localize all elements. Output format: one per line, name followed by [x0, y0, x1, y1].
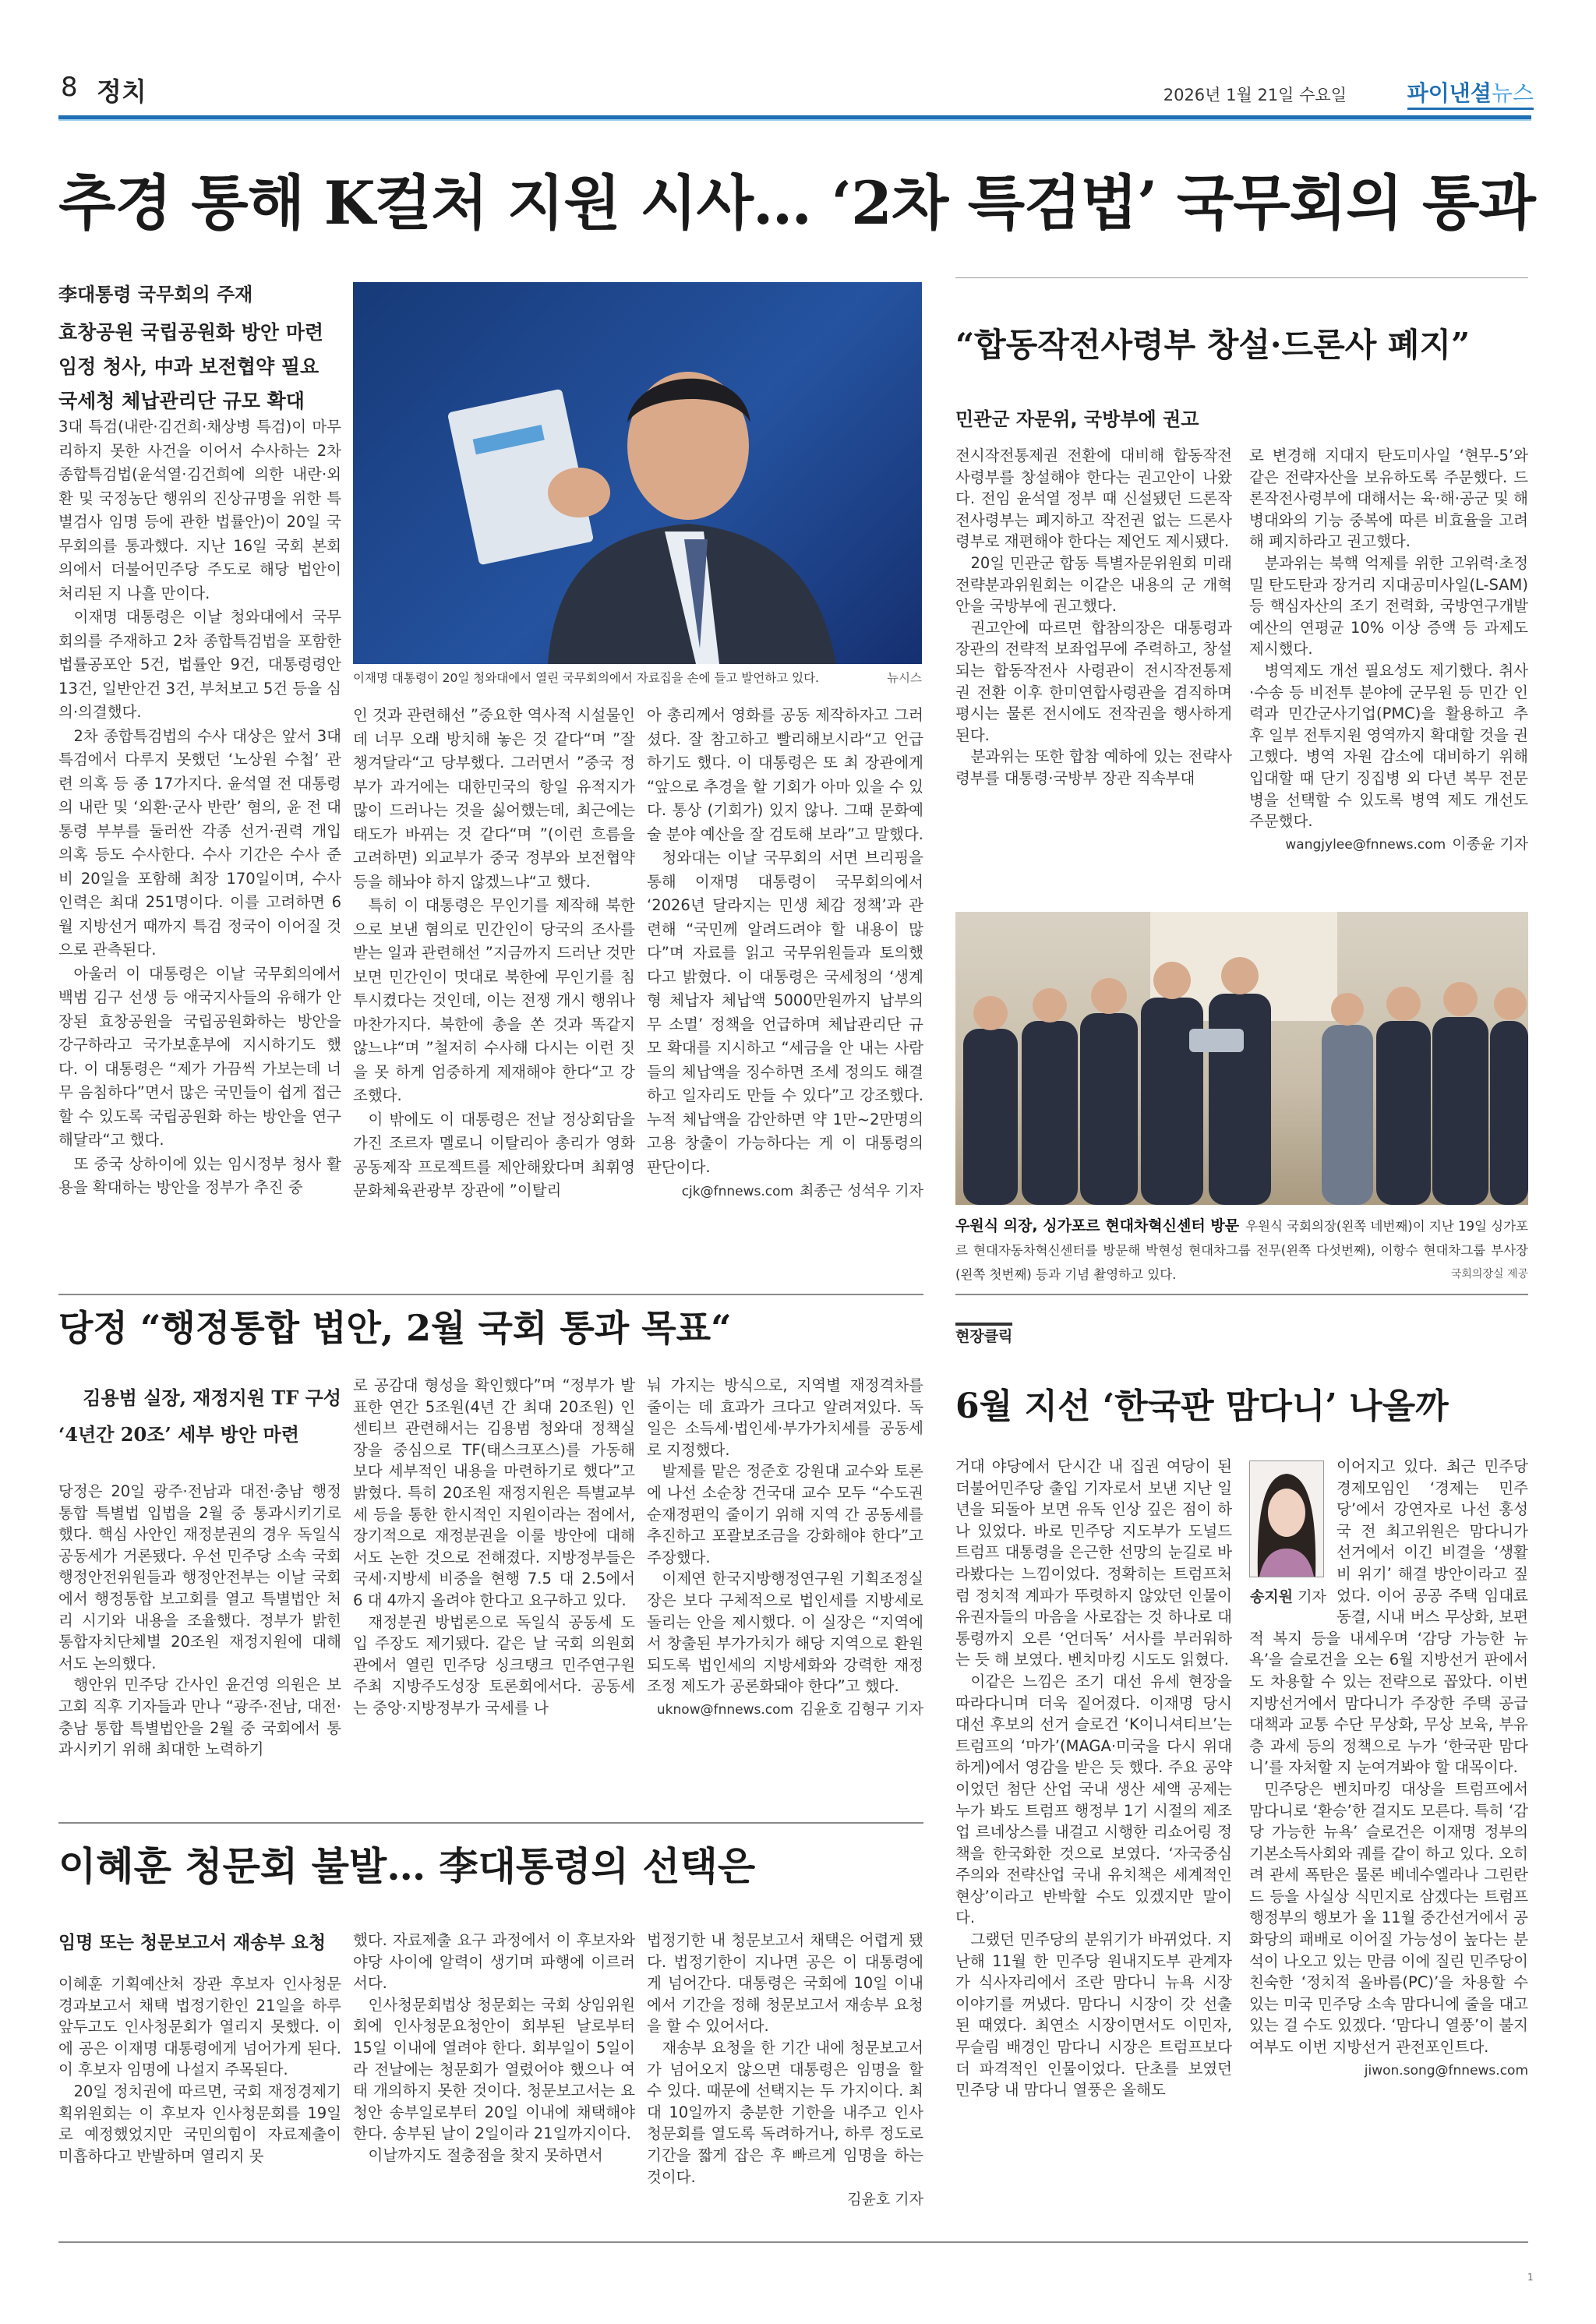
page-marker: 1 — [1527, 2272, 1534, 2283]
paragraph: 민주당은 벤치마킹 대상을 트럼프에서 맘다니로 ‘환승’한 걸지도 모른다. 특히 ‘감당 가능한 뉴욕’ 슬로건은 이재명 정부의 기본소득사회와 궤를 같이 하고 있다. 오히려 관세 폭탄은 물론 베네수엘라나 그린란드 등을 사실상 식민지로 삼겠다는 트럼프 행정부의 행보가 올 11월 중간선거에서 공화당의 패배로 이어질 가능성이 높다는 분석이 나오고 있는 만큼 이에 질린 민주당이 친숙한 ‘정치적 올바름(PC)’을 차용할 수 있는 미국 민주당 소속 맘다니에 줄을 대고 있는 걸 수도 있겠다. ‘맘다니 열풍’이 불지 여부도 이번 지방선거 관전포인트다. — [1249, 1779, 1528, 2057]
article-headline: 이혜훈 청문회 불발… 李대통령의 선택은 — [58, 1843, 756, 1889]
logo-sub: 뉴스 — [1491, 80, 1534, 106]
article-column — [647, 1930, 923, 2211]
paragraph: 법정기한 내 청문보고서 채택은 어렵게 됐다. 법정기한이 지나면 공은 이 대통령에게 넘어간다. 대통령은 국회에 10일 이내에서 기간을 정해 청문보고서 재송부 요청을 할 수 있어서다. — [647, 1931, 923, 2036]
subhead-line: 임정 청사, 中과 보전협약 필요 — [58, 355, 320, 378]
paragraph: 이날까지도 절충점을 찾지 못하면서 — [368, 2146, 603, 2164]
paragraph: 이재명 대통령은 이날 청와대에서 국무회의를 주재하고 2차 종합특검법을 포함한 법률공포안 5건, 법률안 9건, 대통령령안 13건, 일반안건 3건, 부처보고 5건 등을 심의·의결했다. — [58, 608, 341, 721]
paragraph: 청와대는 이날 국무회의 서면 브리핑을 통해 이재명 대통령이 국무회의에서 ‘2026년 달라지는 민생 체감 정책’과 관련해 “국민께 알려드려야 할 내용이 많다”며 자료를 읽고 국무위원들과 토의했다고 밝혔다. 이 대통령은 국세청의 ‘생계형 체납자 체납액 5000만원까지 납부의무 소멸’ 정책을 언급하며 체납관리단 규모 확대를 지시하고 “세금을 안 내는 사람들의 체납액을 징수하면 조세 정의도 해결하고 일자리도 만들 수 있다”고 강조했다. 누적 체납액을 감안하면 약 1만~2만명의 고용 창출이 가능하다는 게 이 대통령의 판단이다. — [647, 849, 923, 1176]
byline-email[interactable]: wangjylee@fnnews.com — [1285, 836, 1446, 853]
paragraph: 인사청문회법상 청문회는 국회 상임위원회에 인사청문요청안이 회부된 날로부터 15일 이내에 열려야 한다. 회부일이 5일이라 전날에는 청문회가 열렸어야 했으나 여태 개의하지 못한 것이다. 청문보고서는 요청안 송부일로부터 20일 이내에 채택해야 한다. 송부된 날이 2일이라 21일까지이다. — [353, 1995, 635, 2143]
article-column — [58, 415, 341, 1200]
photo-credit: 국회의장실 제공 — [1450, 1268, 1528, 1280]
paragraph: 이어지고 있다. 최근 민주당 경제모임인 ‘경제는 민주당’에서 강연자로 나선 홍성국 전 최고위원은 맘다니가 선거에서 이긴 비결을 ‘생활비 위기’ 해결 방안이라고 짚었다. 이어 공공 주택 임대료 동결, 시내 버스 무상화, 보편적 복지 등을 내세우며 ‘감당 가능한 뉴욕’을 슬로건을 오는 6월 지방선거 판에서도 차용할 수 있는 전략으로 꼽았다. 이번 지방선거에서 맘다니가 주장한 주택 공급 대책과 교통 수단 무상화, 무상 보육, 부유층 과세 등의 정책으로 누가 ‘한국판 맘다니’를 자처할 지 눈여겨봐야 할 대목이다. — [1249, 1457, 1528, 1777]
byline — [647, 1179, 923, 1203]
byline — [647, 1697, 923, 1722]
caption-title: 우원식 의장, 싱가포르 현대차혁신센터 방문 — [955, 1217, 1240, 1234]
article-column — [353, 1375, 635, 1719]
paragraph: 특히 이 대통령은 무인기를 제작해 북한으로 보낸 혐의로 민간인이 당국의 조사를 받는 일과 관련해선 ”지금까지 드러난 것만 보면 민간인이 멋대로 북한에 무인기를 침투시켰다는 것인데, 이는 전쟁 개시 행위나 마찬가지다. 북한에 총을 쏜 것과 똑같지 않느냐“며 ”철저히 수사해 다시는 이런 짓을 못 하게 엄중하게 제재해야 한다“고 강조했다. — [353, 896, 635, 1104]
paragraph: 했다. 자료제출 요구 과정에서 이 후보자와 야당 사이에 알력이 생기며 파행에 이르러서다. — [353, 1931, 635, 1993]
article-column — [58, 1973, 341, 2167]
paragraph: 로 변경해 지대지 탄도미사일 ‘현무-5’와 같은 전략자산을 보유하도록 주문했다. 드론작전사령부에 대해서는 육·해·공군 및 해병대와의 기능 중복에 따른 비효율을 고려해 폐지하라고 권고했다. — [1249, 447, 1528, 551]
byline — [1249, 2058, 1528, 2082]
paragraph: 3대 특검(내란·김건희·채상병 특검)이 마무리하지 못한 사건을 이어서 수사하는 2차 종합특검법(윤석열·김건희에 의한 내란·외환 및 국정농단 행위의 진상규명을 위한 특별검사 임명 등에 관한 법률안)이 20일 국무회의를 통과했다. 지난 16일 국회 본회의에서 더불어민주당 주도로 해당 법안이 처리된 지 나흘 만이다. — [58, 418, 341, 602]
column-label-text: 현장클릭 — [955, 1323, 1012, 1345]
article-subhead: 임명 또는 청문보고서 재송부 요청 — [58, 1933, 327, 1953]
group-photo-image — [955, 912, 1528, 1205]
paragraph: 전시작전통제권 전환에 대비해 합동작전사령부를 창설해야 한다는 권고안이 나왔다. 전임 윤석열 정부 때 신설됐던 드론작전사령부는 폐지하고 작전권 없는 드론사령부로 재편해야 한다는 제언도 제시됐다. — [955, 447, 1232, 551]
paragraph: 로 공감대 형성을 확인했다”며 “정부가 발표한 연간 5조원(4년 간 최대 20조원) 인센티브 관련해서는 김용범 청와대 정책실장을 중심으로 TF(태스크포스)를 가동해 보다 세부적인 내용을 마련하기로 했다”고 밝혔다. 특히 20조원 재정지원은 특별교부세 등을 통한 한시적인 지원이라는 점에서, 장기적으로 재정분권을 이룰 방안에 대해서도 논한 것으로 전해졌다. 지방정부들은 국세·지방세 비중을 현행 7.5 대 2.5에서 6 대 4까지 올려야 한다고 요구하고 있다. — [353, 1376, 635, 1609]
section-divider — [955, 1294, 1528, 1295]
paragraph: 또 중국 상하이에 있는 임시정부 청사 활용을 확대하는 방안을 정부가 추진 중 — [58, 1154, 341, 1196]
column-label — [955, 1325, 1012, 1346]
article-column — [647, 704, 923, 1203]
article-column — [1249, 1456, 1528, 2082]
paragraph: 이 밖에도 이 대통령은 전날 정상회담을 가진 조르자 멜로니 이탈리아 총리가 영화 공동제작 프로젝트를 제안해왔다며 최휘영 문화체육관광부 장관에 ”이탈리 — [353, 1110, 635, 1199]
section-divider — [58, 1294, 923, 1295]
president-photo-image — [353, 282, 922, 664]
article-column — [1249, 445, 1528, 856]
photo2-caption — [955, 1214, 1528, 1287]
article-subhead: 민관군 자문위, 국방부에 권고 — [955, 408, 1199, 430]
paragraph: 분과위는 또한 합참 예하에 있는 전략사령부를 대통령·국방부 장관 직속부대 — [955, 747, 1232, 787]
reporter-photo — [1249, 1460, 1324, 1577]
article-headline: 6월 지선 ‘한국판 맘다니’ 나올까 — [955, 1386, 1449, 1426]
article-column — [353, 704, 635, 1203]
paragraph: 그랬던 민주당의 분위기가 바뀌었다. 지난해 11월 한 민주당 원내지도부 관계자가 식사자리에서 조란 맘다니 뉴욕 시장 이야기를 꺼냈다. 맘다니 시장이 갓 선출된 때였다. 최연소 시장이면서도 이민자, 무슬림 배경인 맘다니 시장은 트럼프보다 더 파격적인 인물이었다. 단초를 보였던 민주당 내 맘다니 열풍은 올해도 — [955, 1930, 1232, 2100]
reporter-portrait-image — [1250, 1461, 1323, 1577]
byline-names: 김윤호 기자 — [847, 2191, 923, 2209]
paragraph: 발제를 맡은 정준호 강원대 교수와 토론에 나선 소순창 건국대 교수 모두 “수도권 순재정편익 줄이기 위해 지역 간 공동세를 추진하고 포괄보조금을 강화해야 한다”고 주장했다. — [647, 1462, 923, 1566]
paragraph: 아울러 이 대통령은 이날 국무회의에서 백범 김구 선생 등 애국지사들의 유해가 안장된 효창공원을 국립공원화하는 방안을 강구하라고 국가보훈부에 지시하기도 했다. 이 대통령은 “제가 가끔씩 가보는데 너무 음침하다”면서 많은 국민들이 쉽게 접근할 수 있도록 국립공원화 하는 방안을 연구해달라“고 했다. — [58, 964, 341, 1149]
paragraph: 권고안에 따르면 합참의장은 대통령과 장관의 전략적 보좌업무에 주력하고, 창설되는 합동작전사 사령관이 전시작전통제권 전환 이후 한미연합사령관을 겸직하며 평시는 물론 전시에도 전작권을 행사하게 된다. — [955, 618, 1232, 744]
issue-date: 2026년 1월 21일 수요일 — [1163, 86, 1347, 104]
paragraph: 재정분권 방법론으로 독일식 공동세 도입 주장도 제기됐다. 같은 날 국회 의원회관에서 열린 민주당 싱크탱크 민주연구원 주최 지방주도성장 토론회에서다. 공동세는 중앙·지방정부가 국세를 나 — [353, 1612, 635, 1717]
byline — [1249, 832, 1528, 856]
newspaper-logo — [1407, 76, 1534, 110]
byline-names: 김윤호 김형구 기자 — [800, 1700, 923, 1718]
subhead-line: 국세청 체납관리단 규모 확대 — [58, 390, 305, 412]
page-number: 8 — [61, 72, 78, 103]
paragraph: 행안위 민주당 간사인 윤건영 의원은 보고회 직후 기자들과 만나 “광주·전남, 대전·충남 통합 특별법안을 2월 중 국회에서 통과시키기 위해 최대한 노력하기 — [58, 1676, 341, 1759]
caption-text: 이재명 대통령이 20일 청와대에서 열린 국무회의에서 자료집을 손에 들고 발언하고 있다. — [353, 671, 819, 685]
page-header — [61, 72, 1534, 111]
paragraph: 인 것과 관련해선 ”중요한 역사적 시설물인데 너무 오래 방치해 놓은 것 같다“며 ”잘 챙겨달라“고 당부했다. 그러면서 ”중국 정부가 과거에는 대한민국의 항일 유적지가 많이 드러나는 것을 싫어했는데, 최근에는 태도가 바뀌는 것 같다“며 ”(이런 흐름을 고려하면) 외교부가 중국 정부와 보전협약 등을 해놔야 하지 않겠느냐“고 했다. — [353, 706, 635, 891]
paragraph: 눠 가지는 방식으로, 지역별 재정격차를 줄이는 데 효과가 크다고 알려져있다. 독일은 소득세·법인세·부가가치세를 공동세로 지정했다. — [647, 1376, 923, 1459]
section-name: 정치 — [97, 76, 147, 107]
paragraph: 분과위는 북핵 억제를 위한 고위력·초정밀 탄도탄과 장거리 지대공미사일(L-SAM) 등 핵심자산의 조기 전력화, 국방연구개발 예산의 연평균 10% 이상 증액 등 과제도 제시했다. — [1249, 553, 1528, 659]
photo-credit: 뉴시스 — [887, 671, 922, 685]
subhead-line: 효창공원 국립공원화 방안 마련 — [58, 321, 324, 344]
paragraph: 재송부 요청을 한 기간 내에 청문보고서가 넘어오지 않으면 대통령은 임명을 할 수 있다. 때문에 선택지는 두 가지이다. 최대 10일까지 충분한 기한을 내주고 인사청문회를 열도록 독려하거나, 하루 정도로 기간을 짧게 잡은 후 빠르게 임명을 하는 것이다. — [647, 2038, 923, 2186]
paragraph: 이제연 한국지방행정연구원 기획조정실장은 보다 구체적으로 법인세를 지방세로 돌리는 안을 제시했다. 이 실장은 “지역에서 창출된 부가가치가 해당 지역으로 환원되도록 법인세의 지방세화와 강력한 재정 조정 제도가 공론화돼야 한다”고 했다. — [647, 1570, 923, 1696]
article-subheads — [58, 316, 341, 419]
paragraph: 이같은 느낌은 조기 대선 유세 현장을 따라다니며 더욱 짙어졌다. 이재명 당시 대선 후보의 선거 슬로건 ‘K이니셔티브’는 트럼프의 ‘마가’(MAGA·미국을 다시 위대하게)에서 영감을 받은 듯 했다. 주요 공약이었던 첨단 산업 국내 생산 세액 공제는 누가 봐도 트럼프 행정부 1기 시절의 제조업 르네상스를 내걸고 시행한 리쇼어링 정책을 한국화한 것으로 보였다. ‘자국중심주의와 전략산업 국내 유치책은 세계적인 현상’이라고 반박할 수도 있겠지만 말이다. — [955, 1672, 1232, 1927]
byline-names: 최종근 성석우 기자 — [800, 1182, 923, 1199]
article-column — [647, 1375, 923, 1722]
byline-names: 이종윤 기자 — [1452, 835, 1528, 853]
paragraph: 아 총리께서 영화를 공동 제작하자고 그러셨다. 잘 참고하고 빨리해보시라“고 언급하기도 했다. 이 대통령은 또 최 장관에게 “앞으로 추경을 할 기회가 아마 있을 수 있다. 통상 (기회가) 있지 않나. 그때 문화예술 분야 예산을 잘 검토해 보라”고 말했다. — [647, 706, 923, 843]
article-column — [955, 1456, 1232, 2101]
section-divider — [58, 1822, 923, 1824]
reporter-name — [1249, 1585, 1327, 1606]
article-headline: “합동작전사령부 창설·드론사 폐지” — [955, 326, 1471, 364]
photo-caption — [353, 670, 922, 686]
paragraph: 병역제도 개선 필요성도 제기했다. 취사·수송 등 비전투 분야에 군무원 등 민간 인력과 민간군사기업(PMC)을 활용하고 추후 일부 전투지원 영역까지 확대할 것을 권고했다. 병역 자원 감소에 대비하기 위해 입대할 때 단기 징집병 외 다년 복무 전문병을 선택할 수 있도록 병역 제도 개선도 주문했다. — [1249, 661, 1528, 831]
paragraph: 2차 종합특검법의 수사 대상은 앞서 3대 특검에서 다루지 못했던 ‘노상원 수첩’ 관련 의혹 등 종 17가지다. 윤석열 전 대통령의 내란 및 ‘외환·군사 반란’ 혐의, 윤 전 대통령 부부를 둘러싼 각종 선거·권력 개입 의혹 등도 수사한다. 수사 기간은 수사 준비 20일을 포함해 최장 170일이며, 수사 인력은 최대 251명이다. 이를 고려하면 6월 지방선거 때까지 특검 정국이 이어질 것으로 관측된다. — [58, 726, 341, 959]
reporter-box — [1249, 1460, 1327, 1606]
article-column — [955, 445, 1232, 789]
reporter-title: 기자 — [1298, 1588, 1326, 1605]
logo-main: 파이낸셜 — [1407, 80, 1492, 106]
header-rule — [58, 115, 1531, 121]
byline-email[interactable]: jiwon.song@fnnews.com — [1364, 2062, 1528, 2079]
president-photo — [353, 282, 922, 664]
paragraph: 당정은 20일 광주·전남과 대전·충남 행정통합 특별법 입법을 2월 중 통과시키기로 했다. 핵심 사안인 재정분권의 경우 독일식 공동세가 거론됐다. 우선 민주당 소속 국회 행정안전위원들과 행정안전부는 이날 국회에서 행정통합 보고회를 열고 특별법안 처리 시기와 내용을 조율했다. 정부가 밝힌 통합자치단체별 20조원 재정지원에 대해서도 논의했다. — [58, 1482, 341, 1672]
byline — [647, 2188, 923, 2211]
reporter-name-text: 송지원 — [1250, 1588, 1294, 1605]
paragraph: 이혜훈 기획예산처 장관 후보자 인사청문경과보고서 채택 법정기한인 21일을 하루 앞두고도 인사청문회가 열리지 못했다. 이에 공은 이재명 대통령에게 넘어가게 된다. 이 후보자 임명에 나설지 주목된다. — [58, 1975, 341, 2079]
article-subheads — [58, 1379, 341, 1453]
bottom-rule — [58, 2241, 1528, 2243]
byline-email[interactable]: uknow@fnnews.com — [656, 1701, 794, 1718]
subhead-line: 김용범 실장, 재정지원 TF 구성 — [83, 1386, 341, 1409]
article-column — [353, 1930, 635, 2167]
paragraph: 20일 정치권에 따르면, 국회 재정경제기획위원회는 이 후보자 인사청문회를 19일로 예정했었지만 국민의힘이 자료제출이 미흡하다고 반발하며 열리지 못 — [58, 2082, 341, 2165]
byline-email[interactable]: cjk@fnnews.com — [681, 1184, 794, 1199]
article-headline: 당정 “행정통합 법안, 2월 국회 통과 목표“ — [58, 1307, 732, 1349]
article-kicker: 李대통령 국무회의 주재 — [58, 284, 253, 306]
subhead-line: ‘4년간 20조’ 세부 방안 마련 — [58, 1423, 299, 1446]
paragraph: 20일 민관군 합동 특별자문위원회 미래전략분과위원회는 이같은 내용의 군 개혁안을 국방부에 권고했다. — [955, 553, 1232, 616]
article-column — [58, 1481, 341, 1761]
singapore-visit-photo — [955, 912, 1528, 1205]
paragraph: 거대 야당에서 단시간 내 집권 여당이 된 더불어민주당 출입 기자로서 보낸 지난 일년을 되돌아 보면 유독 인상 깊은 점이 하나 있었다. 바로 민주당 지도부가 도널드 트럼프 대통령을 은근한 선망의 눈길로 바라봤다는 느낌이었다. 정확히는 트럼프처럼 정치적 계파가 뚜렷하지 않았던 인물이 유권자들의 마음을 사로잡는 것 하나로 대통령까지 오른 ‘언더독’ 서사를 부러워하는 듯 해 보였다. 벤치마킹 시도도 읽혔다. — [955, 1457, 1232, 1669]
section-divider — [955, 277, 1528, 278]
main-headline: 추경 통해 K컬처 지원 시사… ‘2차 특검법’ 국무회의 통과 — [58, 168, 1535, 238]
caption-text: 우원식 국회의장(왼쪽 네번째)이 지난 19일 싱가포르 현대자동차혁신센터를 방문해 박현성 현대차그룹 전무(왼쪽 다섯번째), 이항수 현대차그룹 부사장(왼쪽 첫번째) 등과 기념 촬영하고 있다. — [955, 1219, 1528, 1282]
